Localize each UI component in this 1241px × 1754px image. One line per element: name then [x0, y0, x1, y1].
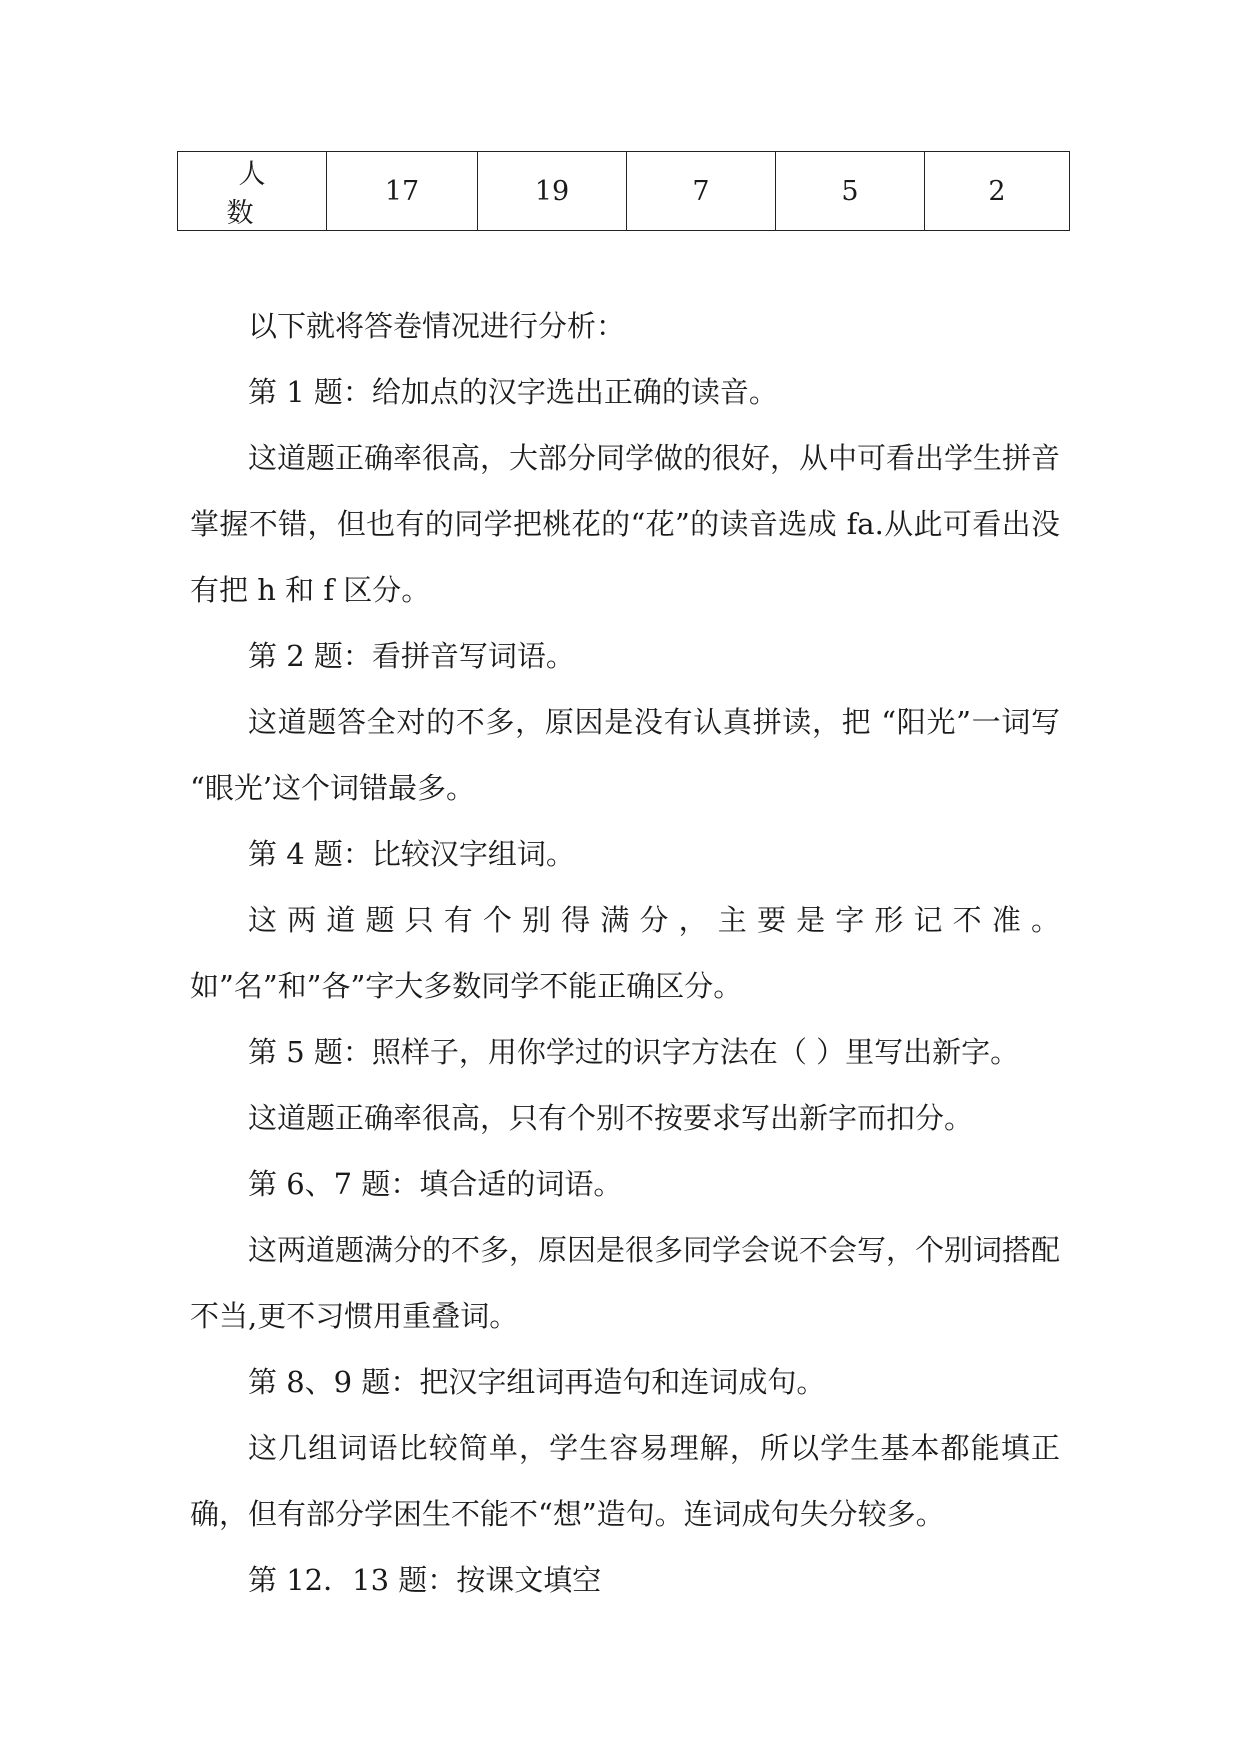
- table-cell: 17: [327, 152, 478, 231]
- paragraph: 第 2 题：看拼音写词语。: [248, 639, 575, 673]
- paragraph: 以下就将答卷情况进行分析：: [248, 309, 626, 343]
- table-row: [178, 152, 1070, 231]
- table-cell-label: 人 数: [178, 152, 327, 231]
- score-table: [177, 151, 1070, 231]
- document-body: [190, 293, 1060, 1613]
- table-cell: 7: [627, 152, 776, 231]
- table-cell: 5: [776, 152, 925, 231]
- paragraph: 第 5 题：照样子，用你学过的识字方法在（ ）里写出新字。: [248, 1035, 1020, 1069]
- paragraph: 这两道题只有个别得满分，主要是字形记不准。如”名”和”各”字大多数同学不能正确区分。: [190, 903, 1060, 1003]
- table-cell: 19: [478, 152, 627, 231]
- paragraph: 这几组词语比较简单，学生容易理解，所以学生基本都能填正确，但有部分学困生不能不“想”造句。连词成句失分较多。: [190, 1431, 1060, 1531]
- paragraph: 第 4 题：比较汉字组词。: [248, 837, 575, 871]
- paragraph: 这道题正确率很高，只有个别不按要求写出新字而扣分。: [248, 1101, 974, 1135]
- paragraph: 第 6、7 题：填合适的词语。: [248, 1167, 623, 1201]
- paragraph: 第 8、9 题：把汉字组词再造句和连词成句。: [248, 1365, 826, 1399]
- paragraph: 第 1 题：给加点的汉字选出正确的读音。: [248, 375, 778, 409]
- paragraph: 这道题答全对的不多，原因是没有认真拼读，把 “阳光”一词写 “眼光’这个词错最多。: [190, 705, 1060, 805]
- paragraph: 这两道题满分的不多，原因是很多同学会说不会写，个别词搭配不当,更不习惯用重叠词。: [190, 1233, 1061, 1333]
- table-cell: 2: [925, 152, 1070, 231]
- paragraph: 第 12．13 题：按课文填空: [248, 1563, 602, 1597]
- paragraph: 这道题正确率很高，大部分同学做的很好，从中可看出学生拼音掌握不错，但也有的同学把桃花的“花”的读音选成 fa.从此可看出没有把 h 和 f 区分。: [190, 441, 1061, 607]
